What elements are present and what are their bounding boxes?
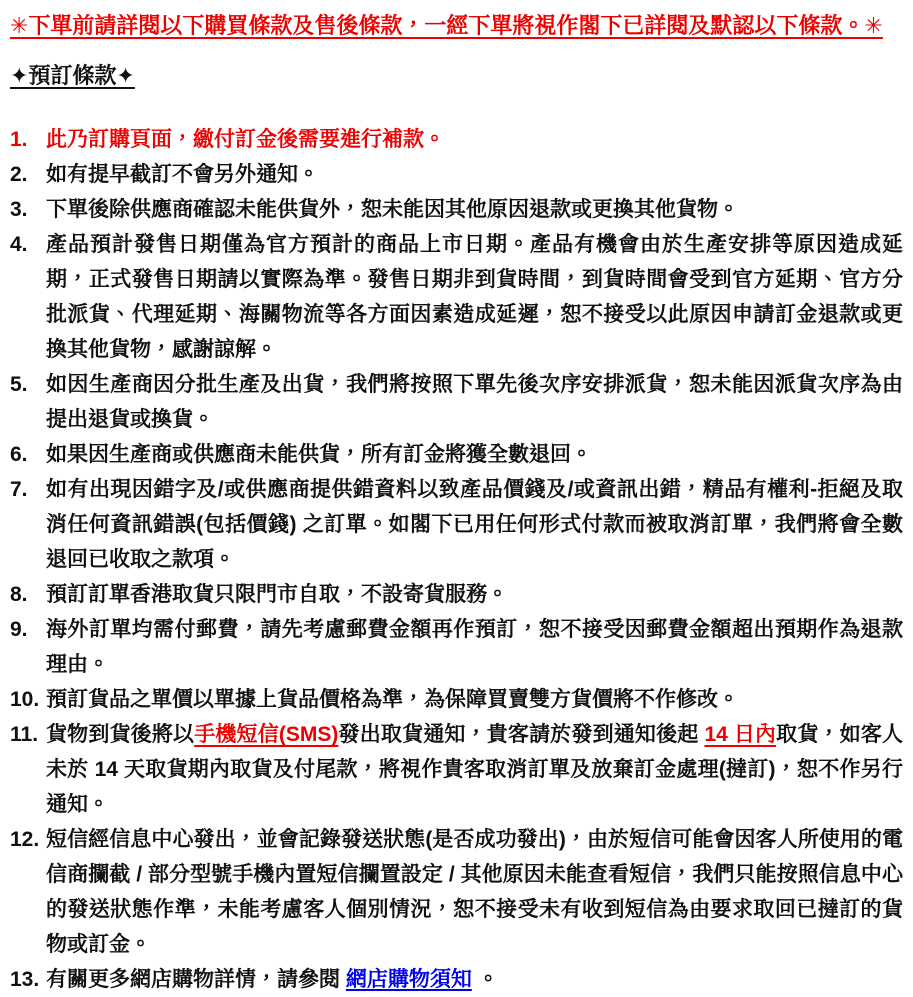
section-title: ✦預訂條款✦ [10, 63, 135, 88]
item-number: 1. [10, 128, 28, 151]
item-text [46, 822, 903, 962]
item-number: 3. [10, 198, 28, 221]
item-number: 13. [10, 968, 40, 991]
highlighted-text: 14 日內 [704, 723, 777, 746]
item-number: 4. [10, 233, 28, 256]
item-text [46, 367, 903, 437]
text-segment: 此乃訂購頁面，繳付訂金後需要進行補款。 [46, 128, 445, 151]
terms-item-9 [10, 612, 903, 682]
item-text [46, 472, 903, 577]
terms-list [10, 122, 903, 997]
text-segment: 海外訂單均需付郵費，請先考慮郵費金額再作預訂，恕不接受因郵費金額超出預期作為退款理由。 [46, 618, 903, 676]
terms-item-6 [10, 437, 903, 472]
terms-item-2 [10, 157, 903, 192]
terms-item-10 [10, 682, 903, 717]
text-segment: 貨物到貨後將以 [46, 723, 195, 746]
highlighted-text: 手機短信(SMS) [194, 723, 339, 746]
text-segment: 短信經信息中心發出，並會記錄發送狀態(是否成功發出)，由於短信可能會因客人所使用的電信商攔截 / 部分型號手機內置短信攔置設定 / 其他原因未能查看短信，我們只能按照信息中心的發送狀態作準，未能考慮客人個別情況，恕不接受未有收到短信為由要求取回已撻訂的貨物或訂金。 [46, 828, 903, 956]
item-number: 2. [10, 163, 28, 186]
item-number: 7. [10, 478, 28, 501]
text-segment: 下單後除供應商確認未能供貨外，恕未能因其他原因退款或更換其他貨物。 [46, 198, 739, 221]
text-segment: 取貨，如客人未於 14 天取貨期內取貨及付尾款，將視作貴客取消訂單及放棄訂金處理(撻訂)，恕不作另行通知。 [46, 723, 904, 816]
item-number: 10. [10, 688, 40, 711]
item-number: 9. [10, 618, 28, 641]
item-text [46, 227, 903, 367]
item-number: 5. [10, 373, 28, 396]
terms-item-4 [10, 227, 903, 367]
item-text [46, 122, 903, 157]
shop-guide-link[interactable]: 網店購物須知 [345, 968, 472, 991]
text-segment: 。 [471, 968, 499, 991]
item-text [46, 717, 903, 822]
item-text [46, 437, 903, 472]
item-number: 8. [10, 583, 28, 606]
terms-item-13 [10, 962, 903, 997]
terms-item-8 [10, 577, 903, 612]
item-text [46, 192, 903, 227]
item-number: 11. [10, 723, 39, 746]
terms-item-11 [10, 717, 903, 822]
terms-item-3 [10, 192, 903, 227]
terms-item-1 [10, 122, 903, 157]
item-text [46, 682, 903, 717]
item-number: 12. [10, 828, 40, 851]
terms-item-5 [10, 367, 903, 437]
text-segment: 預訂貨品之單價以單據上貨品價格為準，為保障買賣雙方貨價將不作修改。 [46, 688, 739, 711]
pre-order-warning-header: ✳下單前請詳閱以下購買條款及售後條款，一經下單將視作閣下已詳閱及默認以下條款。✳ [10, 13, 883, 38]
text-segment: 產品預計發售日期僅為官方預計的商品上市日期。產品有機會由於生產安排等原因造成延期，正式發售日期請以實際為準。發售日期非到貨時間，到貨時間會受到官方延期、官方分批派貨、代理延期、海關物流等各方面因素造成延遲，恕不接受以此原因申請訂金退款或更換其他貨物，感謝諒解。 [46, 233, 903, 361]
item-text [46, 157, 903, 192]
text-segment: 如有提早截訂不會另外通知。 [46, 163, 319, 186]
item-text [46, 612, 903, 682]
text-segment: 有關更多網店購物詳情，請參閱 [46, 968, 346, 991]
text-segment: 如有出現因錯字及/或供應商提供錯資料以致產品價錢及/或資訊出錯，精品有權利-拒絕及取消任何資訊錯誤(包括價錢) 之訂單。如閣下已用任何形式付款而被取消訂單，我們將會全數退回已收取之款項。 [46, 478, 903, 571]
text-segment: 預訂訂單香港取貨只限門市自取，不設寄貨服務。 [46, 583, 508, 606]
section-title-row [10, 62, 903, 106]
terms-page [10, 12, 903, 997]
item-text [46, 962, 903, 997]
text-segment: 如果因生產商或供應商未能供貨，所有訂金將獲全數退回。 [46, 443, 592, 466]
terms-item-12 [10, 822, 903, 962]
terms-item-7 [10, 472, 903, 577]
item-text [46, 577, 903, 612]
item-number: 6. [10, 443, 28, 466]
text-segment: 發出取貨通知，貴客請於發到通知後起 [338, 723, 705, 746]
text-segment: 如因生產商因分批生產及出貨，我們將按照下單先後次序安排派貨，恕未能因派貨次序為由提出退貨或換貨。 [46, 373, 903, 431]
